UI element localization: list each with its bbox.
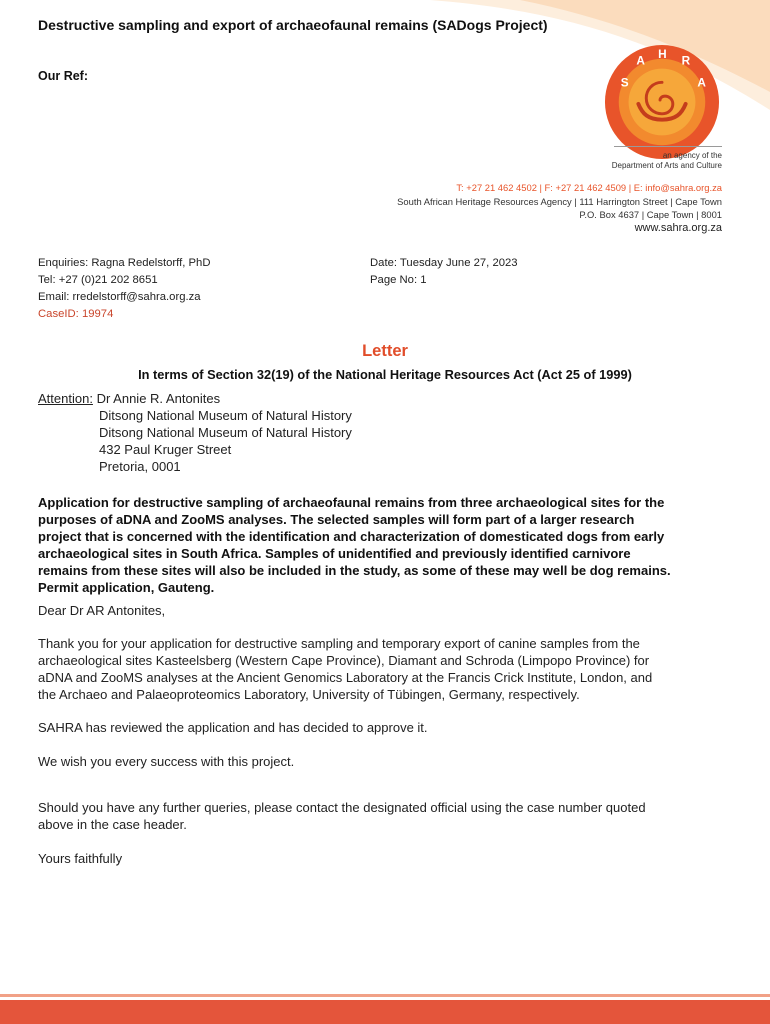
address-line: Pretoria, 0001 (99, 459, 181, 474)
page-number: Page No: 1 (370, 274, 427, 286)
attention-label: Attention: (38, 391, 93, 406)
subject-line: purposes of aDNA and ZooMS analyses. The selected samples will form part of a larger research (38, 512, 635, 527)
paragraph-line: Thank you for your application for destructive sampling and temporary export of canine samples from the (38, 636, 640, 651)
subject-line: Application for destructive sampling of archaeofaunal remains from three archaeological sites for the (38, 495, 665, 510)
salutation: Dear Dr AR Antonites, (38, 603, 166, 618)
agency-block (612, 151, 722, 171)
paragraph-line: the Archaeo and Palaeoproteomics Laboratory, University of Tübingen, Germany, respectively. (38, 687, 580, 702)
subject (38, 494, 738, 596)
subject-line: project that is concerned with the identification and characterization of domesticated dogs from early (38, 529, 665, 544)
footer-stripe (0, 994, 770, 997)
contact-website[interactable]: www.sahra.org.za (634, 221, 722, 234)
enquiries-email[interactable]: Email: rredelstorff@sahra.org.za (38, 291, 201, 303)
recipient-address (99, 407, 352, 475)
letter-date: Date: Tuesday June 27, 2023 (370, 257, 518, 269)
logo-letter: S (620, 75, 629, 90)
agency-line: an agency of the (662, 151, 722, 160)
paragraph-2: SAHRA has reviewed the application and has decided to approve it. (38, 720, 428, 735)
logo-letter: H (658, 46, 667, 61)
logo-letter: R (681, 53, 691, 68)
contact-phone: T: +27 21 462 4502 | F: +27 21 462 4509 | E: info@sahra.org.za (456, 182, 722, 193)
document-title: Destructive sampling and export of archaeofaunal remains (SADogs Project) (38, 17, 548, 33)
address-line: 432 Paul Kruger Street (99, 442, 232, 457)
logo-letter: A (697, 75, 706, 90)
paragraph-line: archaeological sites Kasteelsberg (Western Cape Province), Diamant and Schroda (Limpopo Province) for (38, 653, 650, 668)
logo-letter: A (636, 53, 645, 68)
agency-department: Department of Arts and Culture (611, 161, 722, 170)
contact-address-1: South African Heritage Resources Agency | 111 Harrington Street | Cape Town (397, 195, 722, 207)
closing: Yours faithfully (38, 851, 123, 866)
paragraph-line: Should you have any further queries, please contact the designated official using the case number quoted (38, 800, 646, 815)
address-line: Ditsong National Museum of Natural History (99, 408, 352, 423)
subject-line: remains from these sites will also be included in the study, as some of these may well be dog remains. (38, 563, 671, 578)
letter-heading: Letter (362, 342, 408, 360)
attention-name: Dr Annie R. Antonites (96, 391, 221, 406)
contact-address-2: P.O. Box 4637 | Cape Town | 8001 (579, 209, 722, 220)
enquiries-tel: Tel: +27 (0)21 202 8651 (38, 274, 158, 286)
subject-line: Permit application, Gauteng. (38, 580, 215, 595)
paragraph-4 (38, 799, 728, 833)
paragraph-1 (38, 635, 728, 703)
act-section: In terms of Section 32(19) of the National Heritage Resources Act (Act 25 of 1999) (138, 367, 632, 382)
paragraph-line: above in the case header. (38, 817, 187, 832)
agency-divider (614, 146, 722, 147)
contact-block (397, 181, 722, 235)
subject-line: archaeological sites in South Africa. Samples of unidentified and previously identified carnivore (38, 546, 631, 561)
enquiries-name: Enquiries: Ragna Redelstorff, PhD (38, 257, 211, 269)
date-block (370, 255, 518, 289)
address-line: Ditsong National Museum of Natural History (99, 425, 352, 440)
footer-bar (0, 1000, 770, 1024)
sahra-logo (603, 43, 721, 161)
enquiries-block (38, 255, 210, 323)
case-id: CaseID: 19974 (38, 308, 114, 320)
paragraph-3: We wish you every success with this project. (38, 754, 295, 769)
our-ref: Our Ref: (38, 69, 88, 83)
attention-line (38, 390, 220, 407)
paragraph-line: aDNA and ZooMS analyses at the Ancient Genomics Laboratory at the Francis Crick Institute, London, and (38, 670, 653, 685)
